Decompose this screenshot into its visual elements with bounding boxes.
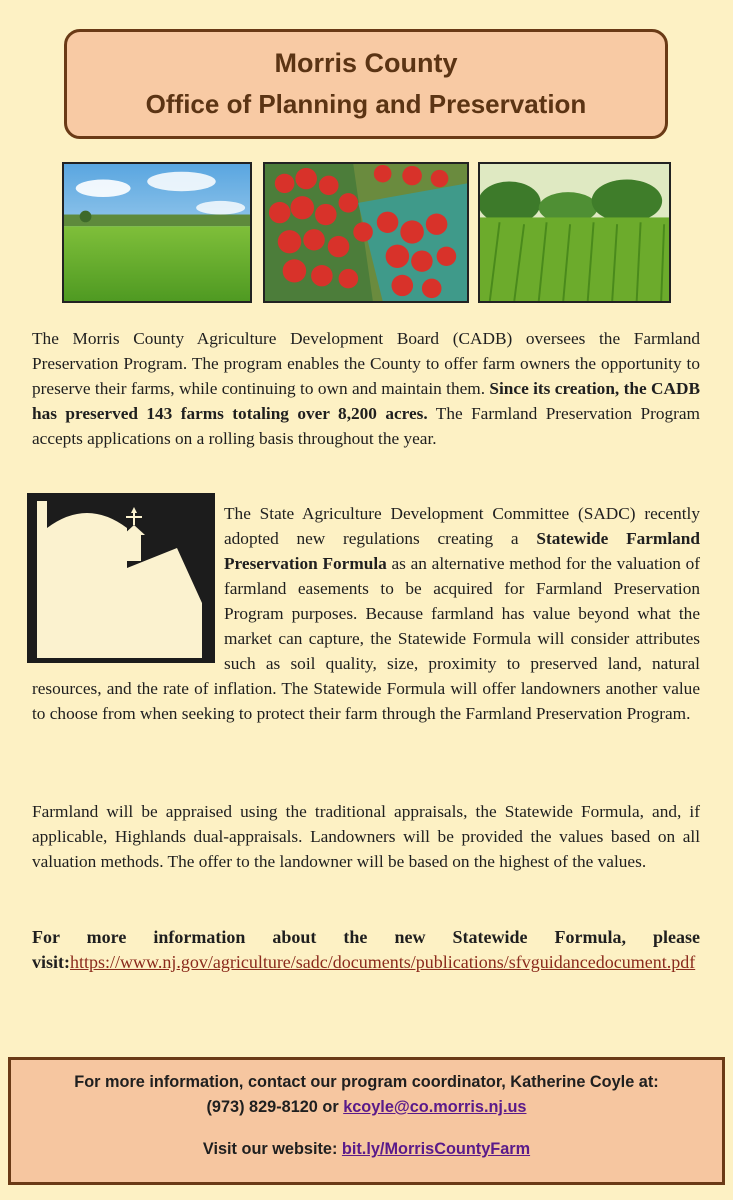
sadc-guidance-link[interactable]: https://www.nj.gov/agriculture/sadc/documents/publications/sfvguidancedocument.pdf bbox=[70, 952, 696, 972]
intro-text-1: The Morris County Agriculture Development Board (CADB) oversees the Farmland Preservation Program. The program enables the County to offer farm owners the opportunity to preserve their farms, while continuing to own and maintain them. bbox=[32, 329, 700, 398]
sadc-highlight: Statewide Farmland Preservation Formula bbox=[224, 529, 700, 573]
corn-field-photo bbox=[478, 162, 671, 303]
intro-highlight: Since its creation, the CADB has preserved 143 farms totaling over 8,200 acres. bbox=[32, 379, 700, 423]
contact-footer bbox=[8, 1057, 725, 1185]
strawberries-photo bbox=[263, 162, 469, 303]
appraisal-paragraph: Farmland will be appraised using the traditional appraisals, the Statewide Formula, and, if applicable, Highlands dual-appraisals. Landowners will be provided the values based on all valuation methods. The offer to the landowner will be based on the highest of the values. bbox=[32, 802, 700, 871]
website-label: Visit our website: bbox=[202, 1140, 342, 1158]
sadc-text-1: The State Agriculture Development Committee (SADC) recently adopted new regulations creating a bbox=[224, 504, 700, 548]
more-info-lead: For more information about the new Statewide Formula, please visit: bbox=[32, 927, 700, 972]
header-title-line2: Office of Planning and Preservation bbox=[145, 89, 587, 119]
farm-field-photo bbox=[62, 162, 252, 303]
header-title-line1: Morris County bbox=[274, 48, 458, 78]
contact-line: For more information, contact our program coordinator, Katherine Coyle at: bbox=[74, 1073, 659, 1091]
header-banner bbox=[64, 29, 668, 139]
website-link[interactable]: bit.ly/MorrisCountyFarm bbox=[341, 1140, 531, 1158]
intro-paragraph bbox=[32, 326, 700, 451]
sadc-paragraph bbox=[32, 501, 700, 726]
website-line bbox=[11, 1137, 722, 1161]
intro-text-2: The Farmland Preservation Program accepts applications on a rolling basis throughout the year. bbox=[32, 404, 700, 448]
contact-phone: (973) 829-8120 or bbox=[206, 1098, 344, 1116]
contact-phone-email bbox=[11, 1095, 722, 1119]
more-info-paragraph bbox=[32, 925, 700, 975]
barn-float-spacer bbox=[32, 501, 224, 663]
sadc-text-2: as an alternative method for the valuation of farmland easements to be acquired for Farmland Preservation Program purposes. Because farmland has value beyond what the market can capture, the Statewide Formula will consider attributes such as soil quality, size, proximity to preserved land, natural resources, and the rate of inflation. The Statewide Formula will offer landowners another value to choose from when seeking to protect their farm through the Farmland Preservation Program. bbox=[32, 554, 700, 723]
contact-email-link[interactable]: kcoyle@co.morris.nj.us bbox=[343, 1098, 527, 1116]
